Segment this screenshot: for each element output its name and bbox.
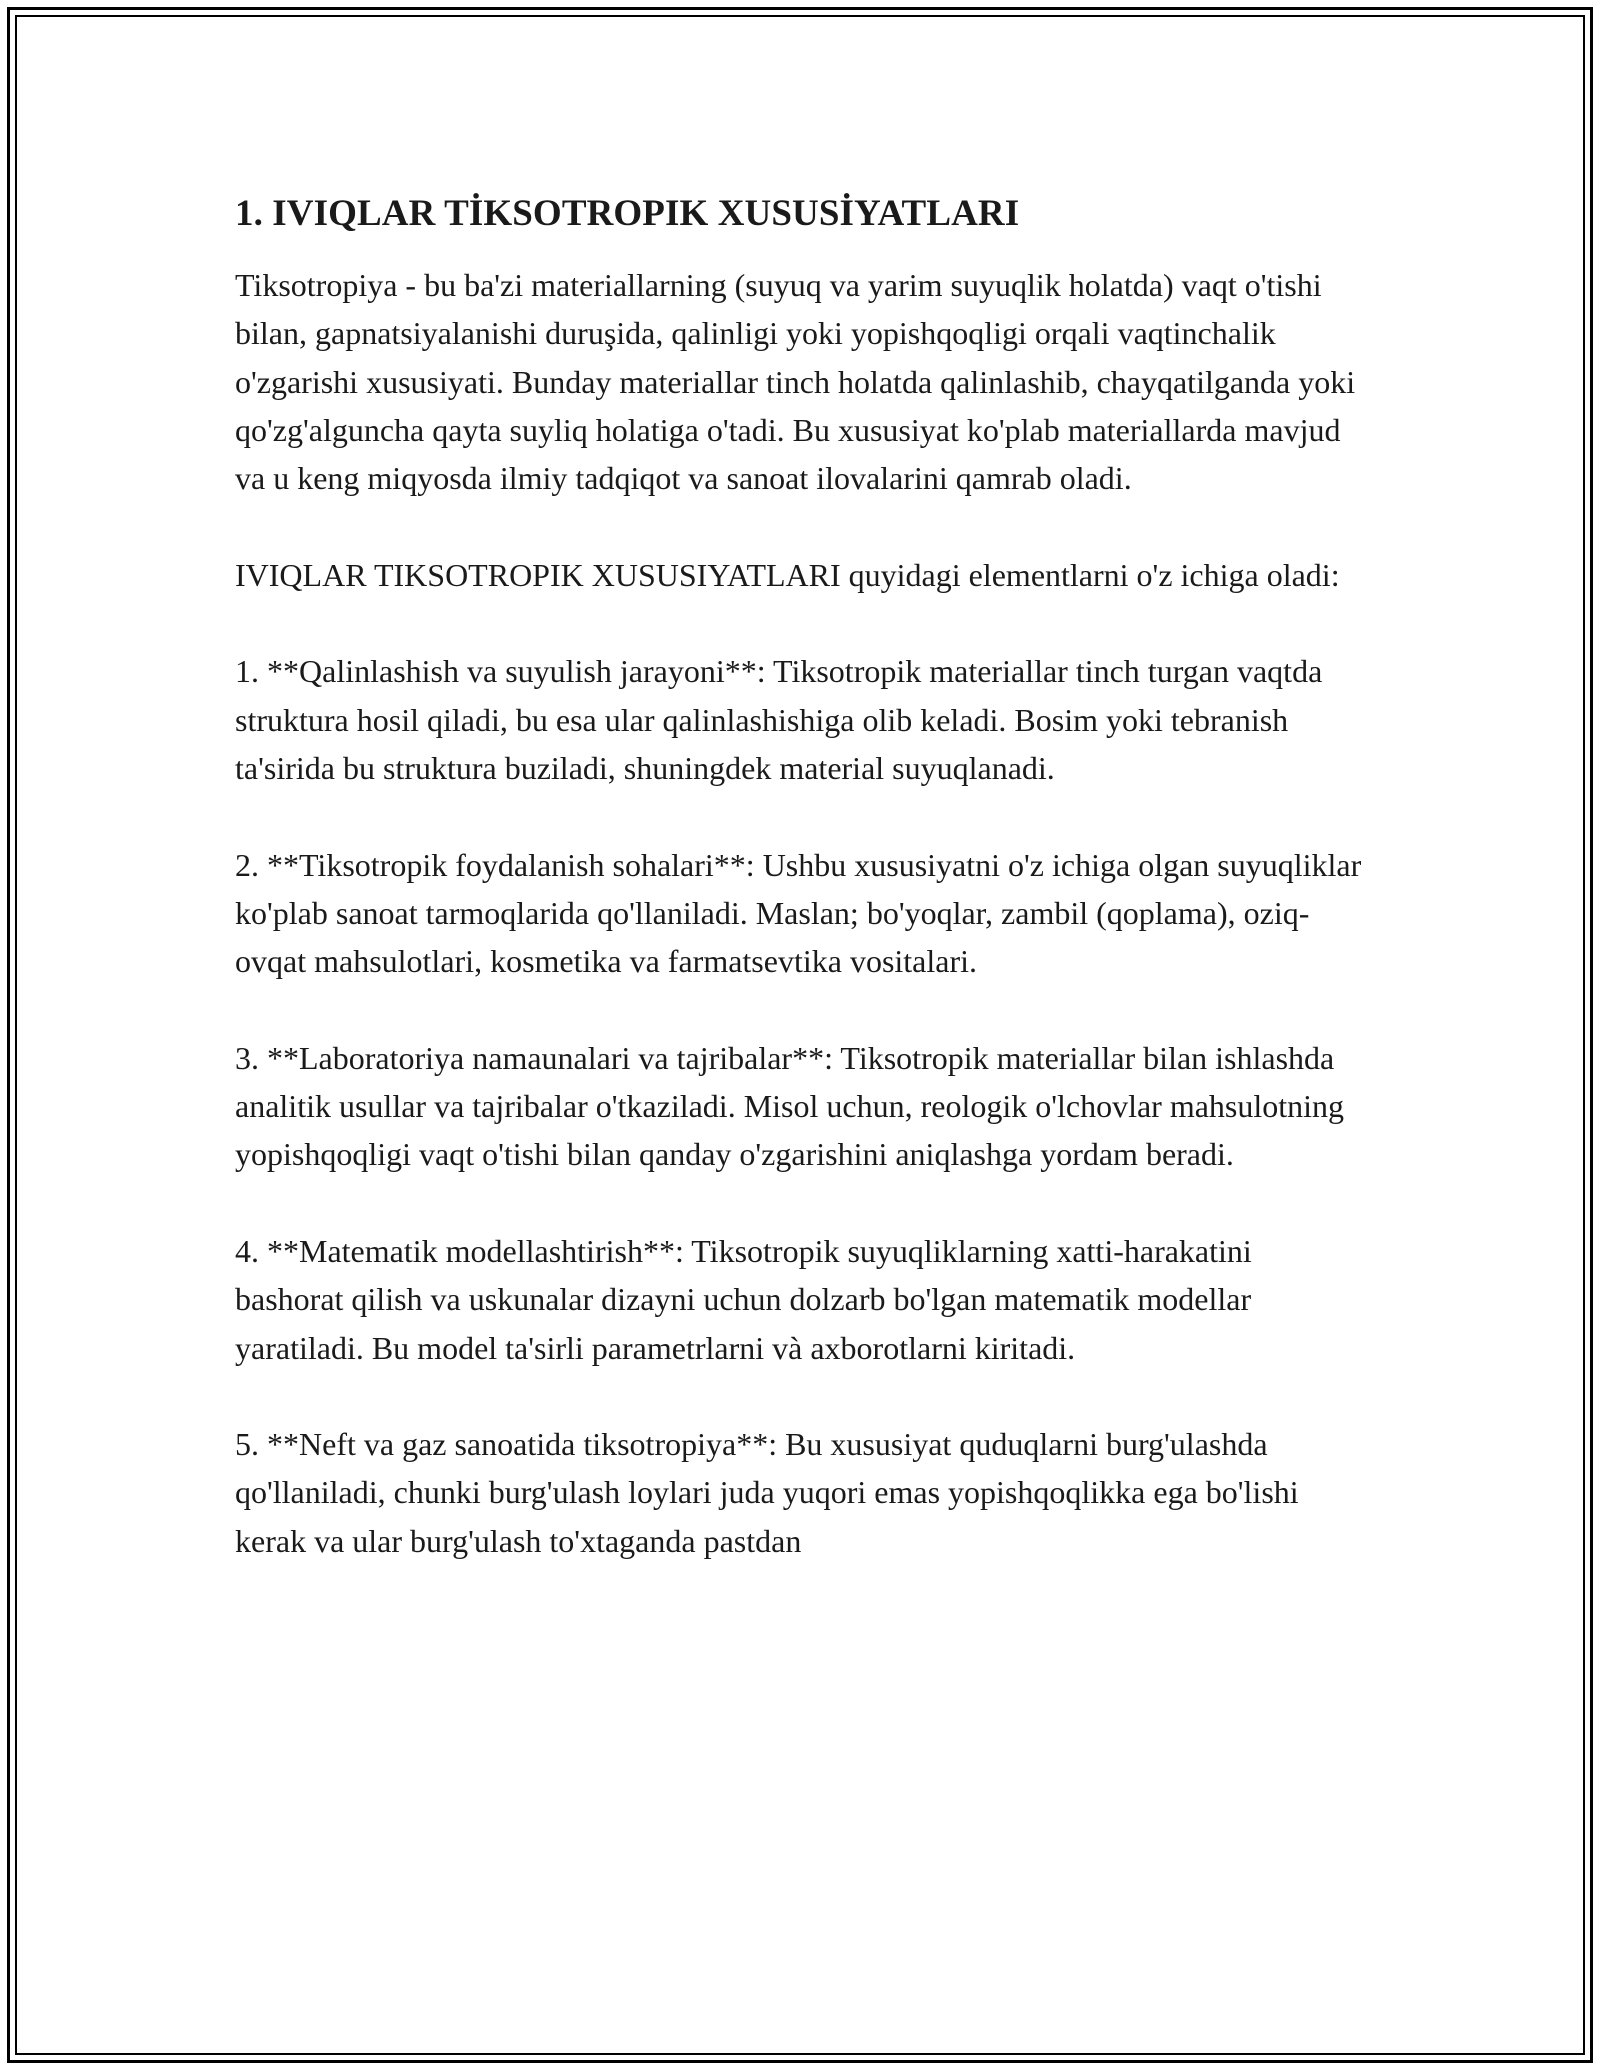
list-item-3: 3. **Laboratoriya namaunalari va tajribalar**: Tiksotropik materiallar bilan ishlashda analitik usullar va tajribalar o'tkaziladi. Misol uchun, reologik o'lchovlar mahsulotning yopishqoqligi vaqt o'tishi bilan qanday o'zgarishini aniqlashga yordam beradi. <box>235 1039 1345 1173</box>
list-item-2: 2. **Tiksotropik foydalanish sohalari**: Ushbu xususiyatni o'z ichiga olgan suyuqliklar ko'plab sanoat tarmoqlarida qo'llaniladi. Maslan; bo'yoqlar, zambil (qoplama), oziq-ovqat mahsulotlari, kosmetika va farmatsevtika vositalari. <box>235 846 1362 980</box>
paragraph-spacer <box>235 1179 1365 1227</box>
paragraph-spacer <box>235 502 1365 550</box>
list-item-1: 1. **Qalinlashish va suyulish jarayoni**: Tiksotropik materiallar tinch turgan vaqtda struktura hosil qiladi, bu esa ular qalinlashishiga olib keladi. Bosim yoki tebranish ta'sirida bu struktura buziladi, shuningdek material suyuqlanadi. <box>235 653 1323 786</box>
paragraph-spacer <box>235 792 1365 840</box>
list-intro-paragraph: IVIQLAR TIKSOTROPIK XUSUSIYATLARI quyidagi elementlarni o'z ichiga oladi: <box>235 556 1340 593</box>
document-heading: 1. IVIQLAR TİKSOTROPIK XUSUSİYATLARI <box>235 193 1020 234</box>
list-item-4: 4. **Matematik modellashtirish**: Tiksotropik suyuqliklarning xatti-harakatini bashorat qilish va uskunalar dizayni uchun dolzarb bo'lgan matematik modellar yaratiladi. Bu model ta'sirli parametrlarni và axborotlarni kiritadi. <box>235 1232 1252 1366</box>
document-body <box>235 261 1365 1565</box>
paragraph-spacer <box>235 599 1365 647</box>
document-page <box>235 186 1365 1565</box>
paragraph-spacer <box>235 985 1365 1033</box>
paragraph-spacer <box>235 1372 1365 1420</box>
intro-paragraph: Tiksotropiya - bu ba'zi materiallarning (suyuq va yarim suyuqlik holatda) vaqt o'tishi bilan, gapnatsiyalanishi duruşida, qalinligi yoki yopishqoqligi orqali vaqtinchalik o'zgarishi xususiyati. Bunday materiallar tinch holatda qalinlashib, chayqatilganda yoki qo'zg'alguncha qayta suyliq holatiga o'tadi. Bu xususiyat ko'plab materiallarda mavjud va u keng miqyosda ilmiy tadqiqot va sanoat ilovalarini qamrab oladi. <box>235 267 1356 497</box>
list-item-5: 5. **Neft va gaz sanoatida tiksotropiya**: Bu xususiyat quduqlarni burg'ulashda qo'llaniladi, chunki burg'ulash loylari juda yuqori emas yopishqoqlikka ega bo'lishi kerak va ular burg'ulash to'xtaganda pastdan <box>235 1426 1299 1559</box>
